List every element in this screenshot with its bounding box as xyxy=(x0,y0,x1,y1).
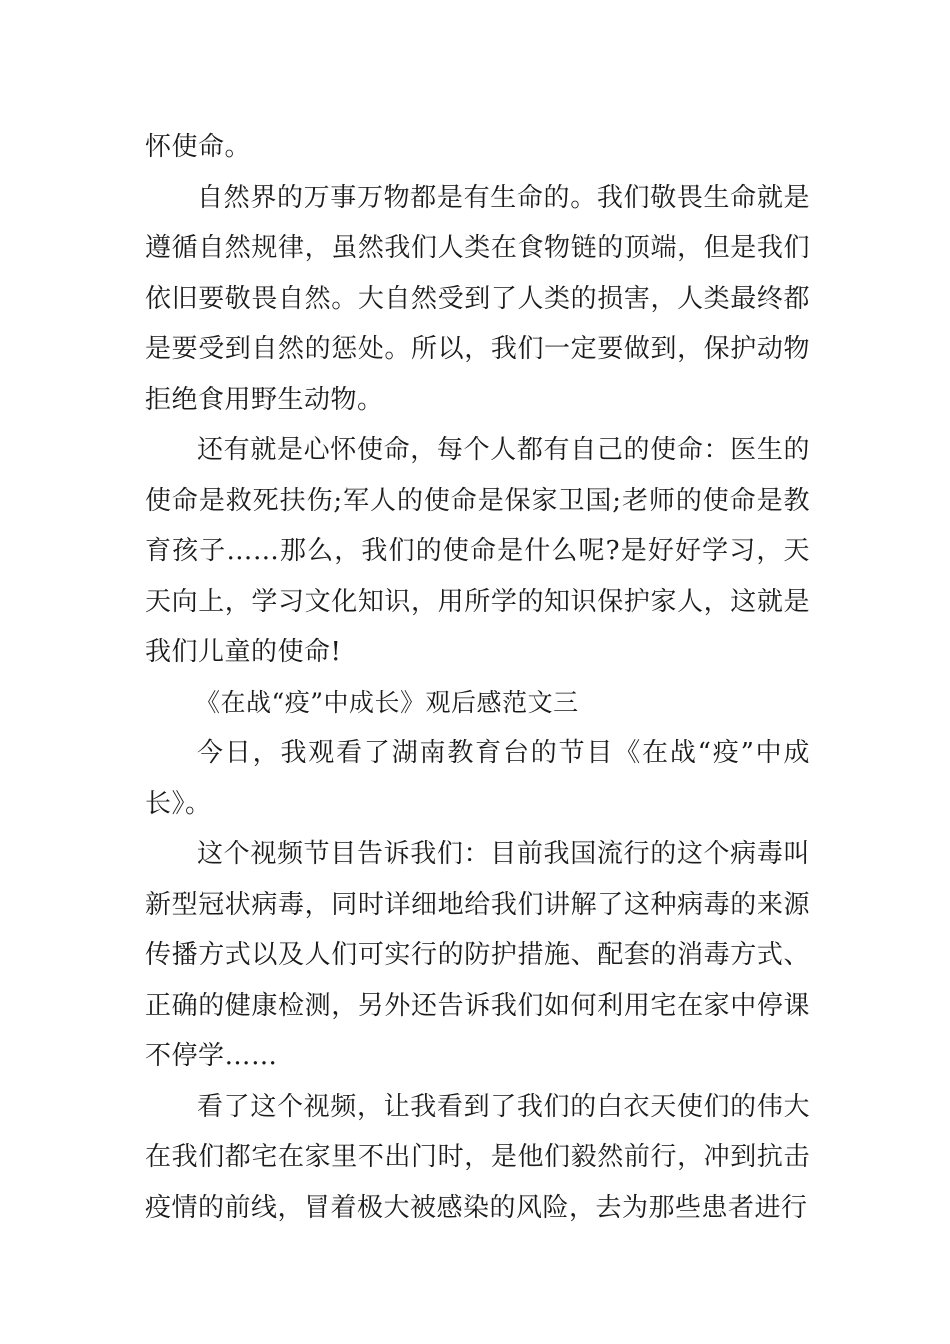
paragraph-reflection: 看了这个视频，让我看到了我们的白衣天使们的伟大在我们都宅在家里不出门时，是他们毅然前行，冲到抗击疫情的前线，冒着极大被感染的风险，去为那些患者进行 xyxy=(145,1091,810,1223)
paragraph-continuation: 怀使命。 xyxy=(145,132,252,162)
document-body xyxy=(145,122,810,1233)
paragraph-nature: 自然界的万事万物都是有生命的。我们敬畏生命就是遵循自然规律，虽然我们人类在食物链的顶端，但是我们依旧要敬畏自然。大自然受到了人类的损害，人类最终都是要受到自然的惩处。所以，我们一定要做到，保护动物拒绝食用野生动物。 xyxy=(145,182,810,415)
paragraph-video-content: 这个视频节目告诉我们：目前我国流行的这个病毒叫新型冠状病毒，同时详细地给我们讲解了这种病毒的来源传播方式以及人们可实行的防护措施、配套的消毒方式、正确的健康检测，另外还告诉我们如何利用宅在家中停课不停学…… xyxy=(145,839,810,1071)
section-heading: 《在战“疫”中成长》观后感范文三 xyxy=(195,687,579,717)
paragraph-mission: 还有就是心怀使命，每个人都有自己的使命：医生的使命是救死扶伤;军人的使命是保家卫国;老师的使命是教育孩子……那么，我们的使命是什么呢?是好好学习，天天向上，学习文化知识，用所学的知识保护家人，这就是我们儿童的使命! xyxy=(145,435,810,667)
paragraph-intro: 今日，我观看了湖南教育台的节目《在战“疫”中成长》。 xyxy=(145,738,810,819)
